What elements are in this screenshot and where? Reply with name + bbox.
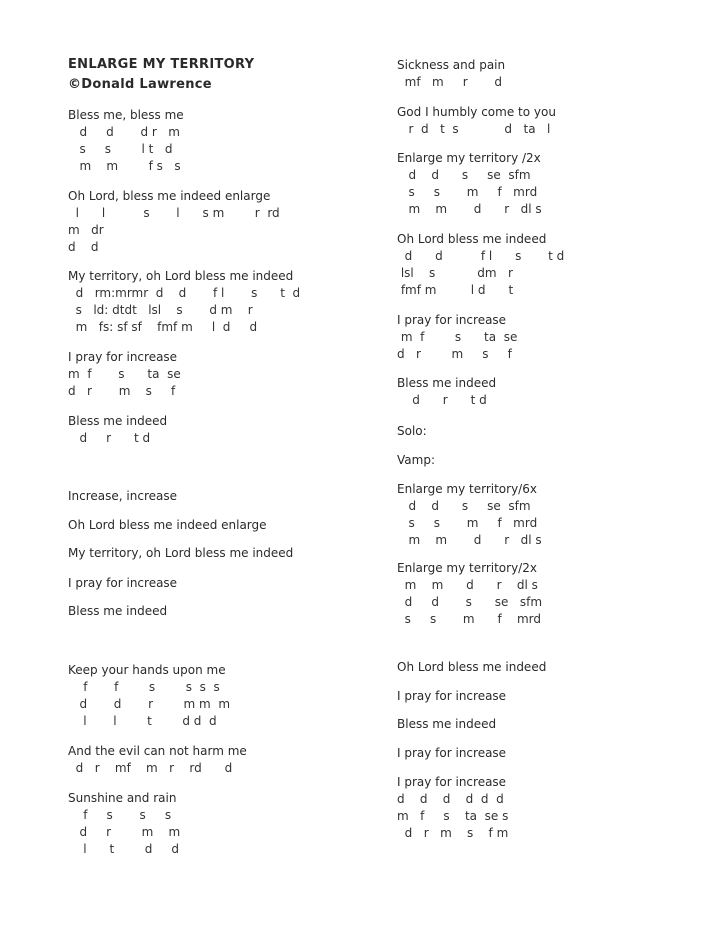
- lyric-line: I pray for increase: [68, 576, 178, 590]
- solfa-line: s ld: dtdt lsl s d m r: [68, 303, 253, 317]
- lyric-line: Enlarge my territory/6x: [397, 482, 537, 496]
- right-verse-block: [397, 104, 556, 138]
- solfa-line: l l s l s m r rd: [68, 206, 280, 220]
- lyric-line: Increase, increase: [68, 489, 177, 503]
- left-verse-block: [68, 188, 280, 256]
- solfa-line: d d s se sfm: [397, 499, 531, 513]
- lyric-line: Bless me indeed: [68, 604, 168, 618]
- solfa-line: mf m r d: [397, 75, 502, 89]
- solfa-line: d r t d: [68, 431, 151, 445]
- solfa-line: d d d d d d: [397, 792, 504, 806]
- solfa-line: s s m f mrd: [397, 612, 541, 626]
- left-verse-block: [68, 743, 247, 777]
- solfa-line: s s m f mrd: [397, 185, 538, 199]
- left-verse-block: [68, 349, 181, 400]
- left-verse-block: [68, 107, 184, 175]
- solfa-line: f s s s: [68, 808, 172, 822]
- solfa-line: m m f s s: [68, 159, 181, 173]
- lyric-line: Oh Lord bless me indeed: [397, 232, 547, 246]
- lyric-line: Solo:: [397, 424, 427, 438]
- left-verse-block: [68, 488, 177, 505]
- solfa-line: d r m s f: [397, 347, 512, 361]
- solfa-line: l t d d: [68, 842, 180, 856]
- solfa-line: d d d r m: [68, 125, 180, 139]
- lyric-line: Bless me indeed: [68, 414, 168, 428]
- right-verse-block: [397, 745, 506, 762]
- right-verse-block: [397, 150, 542, 218]
- left-verse-block: [68, 662, 230, 730]
- solfa-line: d d r m m m: [68, 697, 231, 711]
- solfa-line: d r mf m r rd d: [68, 761, 233, 775]
- lyric-line: Enlarge my territory /2x: [397, 151, 541, 165]
- right-verse-block: [397, 452, 435, 469]
- right-verse-block: [397, 312, 517, 363]
- solfa-line: m f s ta se: [397, 330, 518, 344]
- lyric-line: I pray for increase: [397, 689, 507, 703]
- song-author: ©Donald Lawrence: [68, 77, 212, 92]
- lyric-line: My territory, oh Lord bless me indeed: [68, 546, 294, 560]
- lyric-line: Bless me indeed: [397, 376, 497, 390]
- right-verse-block: [397, 774, 508, 842]
- right-verse-block: [397, 560, 542, 628]
- lyric-line: Oh Lord, bless me indeed enlarge: [68, 189, 271, 203]
- left-verse-block: [68, 413, 167, 447]
- solfa-line: fmf m l d t: [397, 283, 514, 297]
- right-verse-block: [397, 423, 427, 440]
- right-verse-block: [397, 375, 496, 409]
- right-verse-block: [397, 688, 506, 705]
- right-verse-block: [397, 659, 546, 676]
- solfa-line: l l t d d d: [68, 714, 217, 728]
- solfa-line: d rm:mrmr d d f l s t d: [68, 286, 301, 300]
- left-verse-block: [68, 268, 300, 336]
- lyric-line: Bless me, bless me: [68, 108, 184, 122]
- solfa-line: m f s ta se: [68, 367, 181, 381]
- solfa-line: m f s ta se s: [397, 809, 509, 823]
- lyric-line: I pray for increase: [68, 350, 178, 364]
- lyric-line: I pray for increase: [397, 746, 507, 760]
- solfa-line: d d f l s t d: [397, 249, 565, 263]
- lyric-line: Keep your hands upon me: [68, 663, 226, 677]
- solfa-line: m dr: [68, 223, 104, 237]
- lyric-line: Oh Lord bless me indeed: [397, 660, 547, 674]
- solfa-line: m m d r dl s: [397, 202, 542, 216]
- solfa-line: f f s s s s: [68, 680, 220, 694]
- lyric-line: And the evil can not harm me: [68, 744, 247, 758]
- solfa-line: d d s se sfm: [397, 595, 543, 609]
- lyric-line: My territory, oh Lord bless me indeed: [68, 269, 294, 283]
- right-verse-block: [397, 716, 496, 733]
- lyric-line: Oh Lord bless me indeed enlarge: [68, 518, 267, 532]
- lyric-line: Vamp:: [397, 453, 435, 467]
- solfa-line: m m d r dl s: [397, 578, 538, 592]
- solfa-line: lsl s dm r: [397, 266, 513, 280]
- right-verse-block: [397, 481, 542, 549]
- solfa-line: d r m m: [68, 825, 181, 839]
- lyric-line: Bless me indeed: [397, 717, 497, 731]
- solfa-line: d r m s f m: [397, 826, 509, 840]
- lyric-line: I pray for increase: [397, 775, 507, 789]
- lyric-line: Enlarge my territory/2x: [397, 561, 537, 575]
- left-verse-block: [68, 517, 267, 534]
- right-verse-block: [397, 57, 505, 91]
- solfa-line: m m d r dl s: [397, 533, 542, 547]
- solfa-line: d d s se sfm: [397, 168, 531, 182]
- solfa-line: r d t s d ta l: [397, 122, 551, 136]
- solfa-line: s s l t d: [68, 142, 173, 156]
- lyric-line: Sickness and pain: [397, 58, 506, 72]
- lyric-line: God I humbly come to you: [397, 105, 556, 119]
- right-verse-block: [397, 231, 564, 299]
- solfa-line: m fs: sf sf fmf m l d d: [68, 320, 258, 334]
- solfa-line: d r m s f: [68, 384, 176, 398]
- left-verse-block: [68, 603, 167, 620]
- left-verse-block: [68, 575, 177, 592]
- lyric-line: Sunshine and rain: [68, 791, 177, 805]
- solfa-line: d r t d: [397, 393, 487, 407]
- solfa-line: s s m f mrd: [397, 516, 538, 530]
- lyric-line: I pray for increase: [397, 313, 507, 327]
- song-title: ENLARGE MY TERRITORY: [68, 57, 255, 72]
- left-verse-block: [68, 545, 293, 562]
- left-verse-block: [68, 790, 180, 858]
- solfa-line: d d: [68, 240, 99, 254]
